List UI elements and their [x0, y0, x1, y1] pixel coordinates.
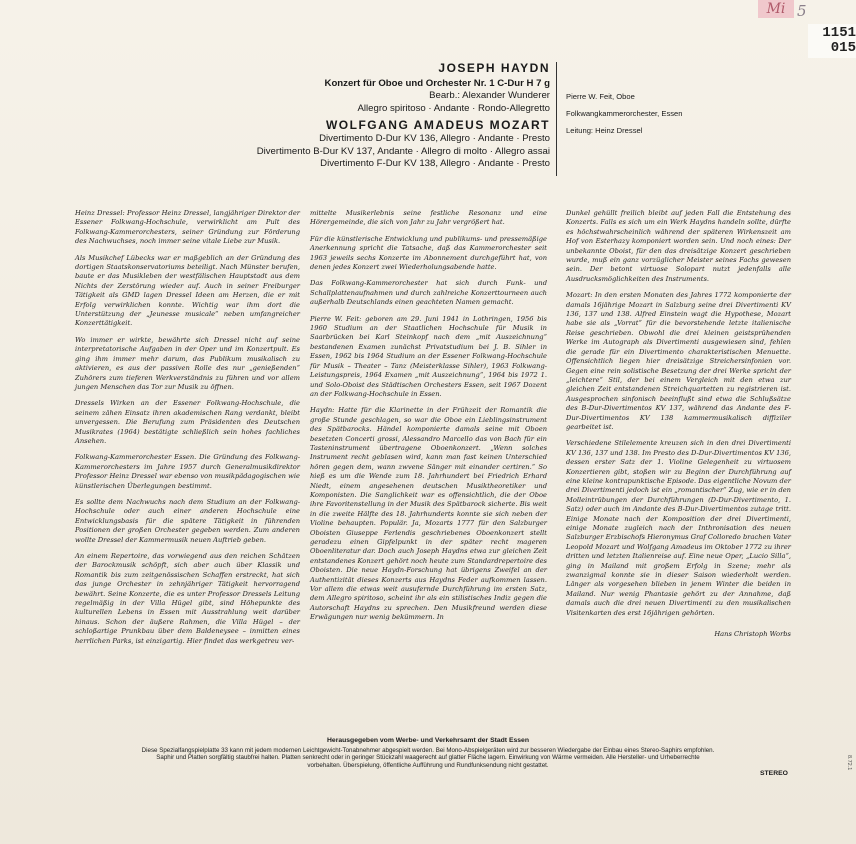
work-mozart-kv136: Divertimento D-Dur KV 136, Allegro · Andante · Presto — [319, 132, 550, 144]
header-divider — [556, 62, 557, 176]
notes-column-1 — [75, 209, 300, 653]
work-haydn-arrangement: Bearb.: Alexander Wunderer — [429, 90, 550, 102]
program-header — [150, 62, 550, 171]
catalog-sticker — [808, 24, 856, 58]
work-mozart-kv138: Divertimento F-Dur KV 138, Allegro · Andante · Presto — [320, 158, 550, 170]
composer-haydn: JOSEPH HAYDN — [438, 61, 550, 75]
notes-paragraph: Wo immer er wirkte, bewährte sich Dressel nicht auf seine interpretatorische Aufgaben in der Oper und im Konzertpult. Es ging ihm immer mehr darum, das Publikum musikalisch zu aktivieren, es aus der passiven Rolle des nur „genießenden“ Zuhörers zum tieferen Werkverständnis zu führen und vor allem jungen Menschen das Tor zur Musik zu öffnen. — [75, 335, 300, 391]
notes-paragraph: Es sollte dem Nachwuchs nach dem Studium an der Folkwang-Hochschule oder auch einer anderen Hochschule eine Entwicklungsbasis für die spätere Tätigkeit in führenden Positionen der großen Orchester gegeben werden. Zum anderen wollte Dressel der Kammermusik neuen Auftrieb geben. — [75, 497, 300, 544]
pencil-note: 5 — [797, 2, 807, 20]
composer-mozart: WOLFGANG AMADEUS MOZART — [325, 118, 550, 133]
footer-line-2: Saphir und Platten sorgfältig staubfrei halten. Platten senkrecht oder in geringer Stückzahl waagerecht auf glatter Fläche lagern. Einwirkung von Wärme vermeiden. Alle Hersteller- und Urheberrechte — [156, 754, 700, 762]
footer-line-3: vorbehalten. Überspielung, öffentliche Aufführung und Rundfunksendung nicht gestattet. — [307, 761, 549, 769]
edge-code: 8.72.1 — [846, 755, 852, 771]
notes-paragraph: Als Musikchef Lübecks war er maßgeblich an der Gründung des dortigen Staatskonservatoriums beteiligt. Nach Münster berufen, baute er das Musikleben der westfälischen Hauptstadt aus dem Nichts der Zerstörung wieder auf. Auch in seiner Freiburger Tätigkeit als GMD lagen Dressel Ideen am Herzen, die er mit Erfolg verwirklichen konnte. Wichtig war ihm dort die Unterstützung der „Jeunesse musicale“ neben umfangreicher Konzerttätigkeit. — [75, 253, 300, 328]
handwritten-label: Mi — [758, 0, 794, 18]
performers-block — [566, 88, 682, 139]
notes-paragraph: Heinz Dressel: Professor Heinz Dressel, langjähriger Direktor der Essener Folkwang-Hochschule, verwirklicht am Pult des Folkwang-Kammerorchesters, seiner Gründung zur Förderung des Nachwuchses, noch immer seine vitale Liebe zur Musik. — [75, 209, 300, 246]
notes-paragraph: Für die künstlerische Entwicklung und publikums- und pressemäßige Anerkennung spricht die Tatsache, daß das Kammerorchester seit 1963 jeweils sechs Konzerte im Abonnement durchgeführt hat, von denen jedes Konzert zwei Wiederholungsabende hatte. — [310, 234, 547, 272]
footer-line-1: Diese Spezialfangspielplatte 33 kann mit jedem modernen Leichtgewicht-Tonabnehmer abgespielt werden. Bei Mono-Abspielgeräten wird zur besseren Wiedergabe der Einbau eines Stereo-Saphirs empfohlen. — [141, 746, 715, 754]
notes-paragraph: Verschiedene Stilelemente kreuzen sich in den drei Divertimenti KV 136, 137 und 138. Im Presto des D-Dur-Divertimentos KV 136, dessen erster Satz der 1. Violine Gelegenheit zu virtuosem Konzertieren gibt, stoßen wir zu Beginn der Durchführung auf eine kleine kontrapunktische Episode. Das eigentliche Novum der drei Divertimenti jedoch ist ein „romantischer“ Zug, wie er in den Molleintrübungen der Durchführungen (D-Dur-Divertimento, 1. Satz) oder auch im Andante des B-Dur-Divertimentos zutage tritt. Einige Monate nach der Komposition der drei Divertimenti, einige Monate zugleich nach der Inthronisation des neuen Salzburger Erzbischofs Hieronymus Graf Colloredo brachen Vater Leopold Mozart und Wolfgang Amadeus im Oktober 1772 zu ihrer dritten und letzten Italienreise auf. Eine neue Oper, „Lucio Silla“, ging in Mailand mit großem Erfolg in Szene; mehr als zwanzigmal konnte sie in dieser Saison wiederholt werden. Länger als vorgesehen blieben in jenem Winter die beiden in Mailand. Nur wenig Phantasie gehört zu der Annahme, daß damals auch die drei neuen Divertimenti zu den musikalischen Visitenkarten des erst 16jährigen gehörten. — [566, 439, 791, 617]
notes-paragraph: Folkwang-Kammerorchester Essen. Die Gründung des Folkwang-Kammerorchesters im Jahre 1957 durch Generalmusikdirektor Professor Heinz Dressel war ebenso von musikpädagogischen wie künstlerischen Überlegungen bestimmt. — [75, 453, 300, 490]
performer-conductor: Leitung: Heinz Dressel — [566, 126, 643, 135]
footer-notice — [40, 737, 816, 769]
notes-paragraph: Mozart: In den ersten Monaten des Jahres 1772 komponierte der damals 16jährige Mozart in Salzburg seine drei Divertimenti KV 136, 137 und 138. Alfred Einstein wagt die Hypothese, Mozart habe sie als „Vorrat“ für die bevorstehende letzte italienische Reise geschrieben. Obwohl die drei kleinen geistsprühenden Werke im Autograph als Divertimenti ausgewiesen sind, fehlen die gerade für ein Divertimento charakteristischen Menuette. Offensichtlich liegen hier dreisätzige Streichersinfonien vor. Gegen eine rein solistische Besetzung der drei Werke spricht der „leichtere“ Stil, der bei einem Vergleich mit den etwa zur gleichen Zeit entstandenen Streichquartetten zu registrieren ist. Ausgesprochen sinfonisch beeinflußt sind etwa die Schlußsätze des B-Dur-Divertimentos KV 137, während das Andante des F-Dur-Divertimentos KV 138 kammermusikalisch diffiziler gearbeitet ist. — [566, 291, 791, 431]
stereo-badge: STEREO — [760, 770, 788, 777]
notes-paragraph: mittelte Musikerlebnis seine festliche Resonanz und eine Hörergemeinde, die sich von Jahr zu Jahr vergrößert hat. — [310, 209, 547, 227]
notes-paragraph: Dressels Wirken an der Essener Folkwang-Hochschule, die seinem zähen Einsatz ihren akademischen Rang verdankt, bleibt unvergessen. Die Berufung zum Präsidenten des Deutschen Musikrates (1964) bestätigte schließlich sein hohes fachliches Ansehen. — [75, 399, 300, 445]
publisher-line: Herausgegeben vom Werbe- und Verkehrsamt der Stadt Essen — [327, 737, 529, 744]
notes-column-2 — [310, 209, 547, 630]
notes-paragraph: An einem Repertoire, das vorwiegend aus den reichen Schätzen der Barockmusik schöpft, sich aber auch über Klassik und Romantik bis zum zeitgenössischen Schaffen erstreckt, hat sich das junge Orchester in zehnjähriger Tätigkeit hervorragend bewährt. Seine Konzerte, die es unter Professor Dressels Leitung regelmäßig in der Villa Hügel gibt, sind Höhepunkte des kulturellen Lebens in Essen mit Ausstrahlung weit darüber hinaus. Schon der äußere Rahmen, die Villa Hügel – der schloßartige Prunkbau über dem Baldeneysee – inmitten eines herrlichen Parks, ist einzigartig. Hier findet das werkgetreu ver- — [75, 552, 300, 645]
notes-paragraph: Das Folkwang-Kammerorchester hat sich durch Funk- und Schallplattenaufnahmen und durch zahlreiche Konzerttourneen auch außerhalb Deutschlands einen geachteten Namen gemacht. — [310, 279, 547, 307]
notes-paragraph: Dunkel gehüllt freilich bleibt auf jeden Fall die Entstehung des Konzerts. Falls es sich um ein Werk Haydns handeln sollte, dürfte es höchstwahrscheinlich während der späteren Wirkenszeit am Hof von Esterhazy komponiert worden sein. Und noch eines: Der unbekannte Oboist, für den das dreisätzige Konzert geschrieben wurde, muß ein ganz vorzüglicher Meister seines Fachs gewesen sein. Der betont virtuose Solopart nutzt jedenfalls alle Ausdrucksmöglichkeiten des Instruments. — [566, 209, 791, 283]
notes-paragraph: Pierre W. Feit: geboren am 29. Juni 1941 in Lothringen, 1956 bis 1960 Studium an der Staatlichen Hochschule für Musik in Saarbrücken bei Karl Steinkopf nach dem „mit Auszeichnung“ bestandenen Examen zunächst Privatstudium bei J. B. Sihler in Essen, 1962 bis 1964 Studium an der Essener Folkwang-Hochschule für Musik – Theater – Tanz (Meisterklasse Sihler), 1963 Folkwang-Leistungspreis, 1964 Examen „mit Auszeichnung“, 1964 bis 1972 1. und Solo-Oboist des Städtischen Orchesters Essen, seit 1967 Dozent an der Folkwang-Hochschule in Essen. — [310, 314, 547, 398]
notes-paragraph: Haydn: Hatte für die Klarinette in der Frühzeit der Romantik die große Stunde geschlagen, so war die Oboe ein Lieblingsinstrument des Spätbarocks. Händel komponierte damals seine mit Oboen besetzten Concerti grossi, Alessandro Marcello das von Bach für ein Tasteninstrument übertragene Oboenkonzert. „Wenn solches Instrument recht geblasen wird, kann man fast keinen Unterschied hören gegen dem, wann zwvene Sänger mit einander certiren.“ So hieß es um die Wende zum 18. Jahrhundert bei Friedrich Erhard Niedt, einem angesehenen deutschen Musiktheoretiker und Komponisten. Die Sanglichkeit war es offensichtlich, die der Oboe ihre Favoritenstellung in der Musik des Spätbarock sicherte. Bis weit in die zweite Hälfte des 18. Jahrhunderts konnte sie sich neben der Violine behaupten. Populär. Ja, Mozarts 1777 für den Salzburger Oboisten Giuseppe Ferlendis geschriebenes Oboenkonzert stellt geradezu einen Gipfelpunkt in der später recht mageren Oboenliteratur dar. Doch auch Joseph Haydns etwa zur gleichen Zeit entstandenes Konzert gehört noch heute zum Standardrepertoire des Oboisten. Die neue Haydn-Forschung hat übrigens Zweifel an der Authentizität dieses Konzerts aus Haydns Feder aufkommen lassen. Vor allem die etwas weit ausufernde Durchführung im ersten Satz, dem Allegro spiritoso, scheint ihr als ein stilistisches Indiz gegen die Autorschaft Haydns zu sprechen. Den Musikfreund werden diese Erwägungen nur wenig bekümmern. In — [310, 406, 547, 622]
work-haydn-movements: Allegro spiritoso · Andante · Rondo-Allegretto — [357, 102, 550, 114]
work-haydn-concerto: Konzert für Oboe und Orchester Nr. 1 C-Dur H 7 g — [324, 77, 550, 89]
catalog-number-line2: 015 — [830, 40, 856, 56]
performer-oboe: Pierre W. Feit, Oboe — [566, 92, 635, 101]
work-mozart-kv137: Divertimento B-Dur KV 137, Andante · Allegro di molto · Allegro assai — [256, 145, 550, 157]
notes-column-3 — [566, 209, 791, 639]
performer-orchestra: Folkwangkammerorchester, Essen — [566, 109, 683, 118]
catalog-number-line1: 1151 — [822, 25, 856, 41]
author-signature: Hans Christoph Worbs — [714, 630, 791, 639]
